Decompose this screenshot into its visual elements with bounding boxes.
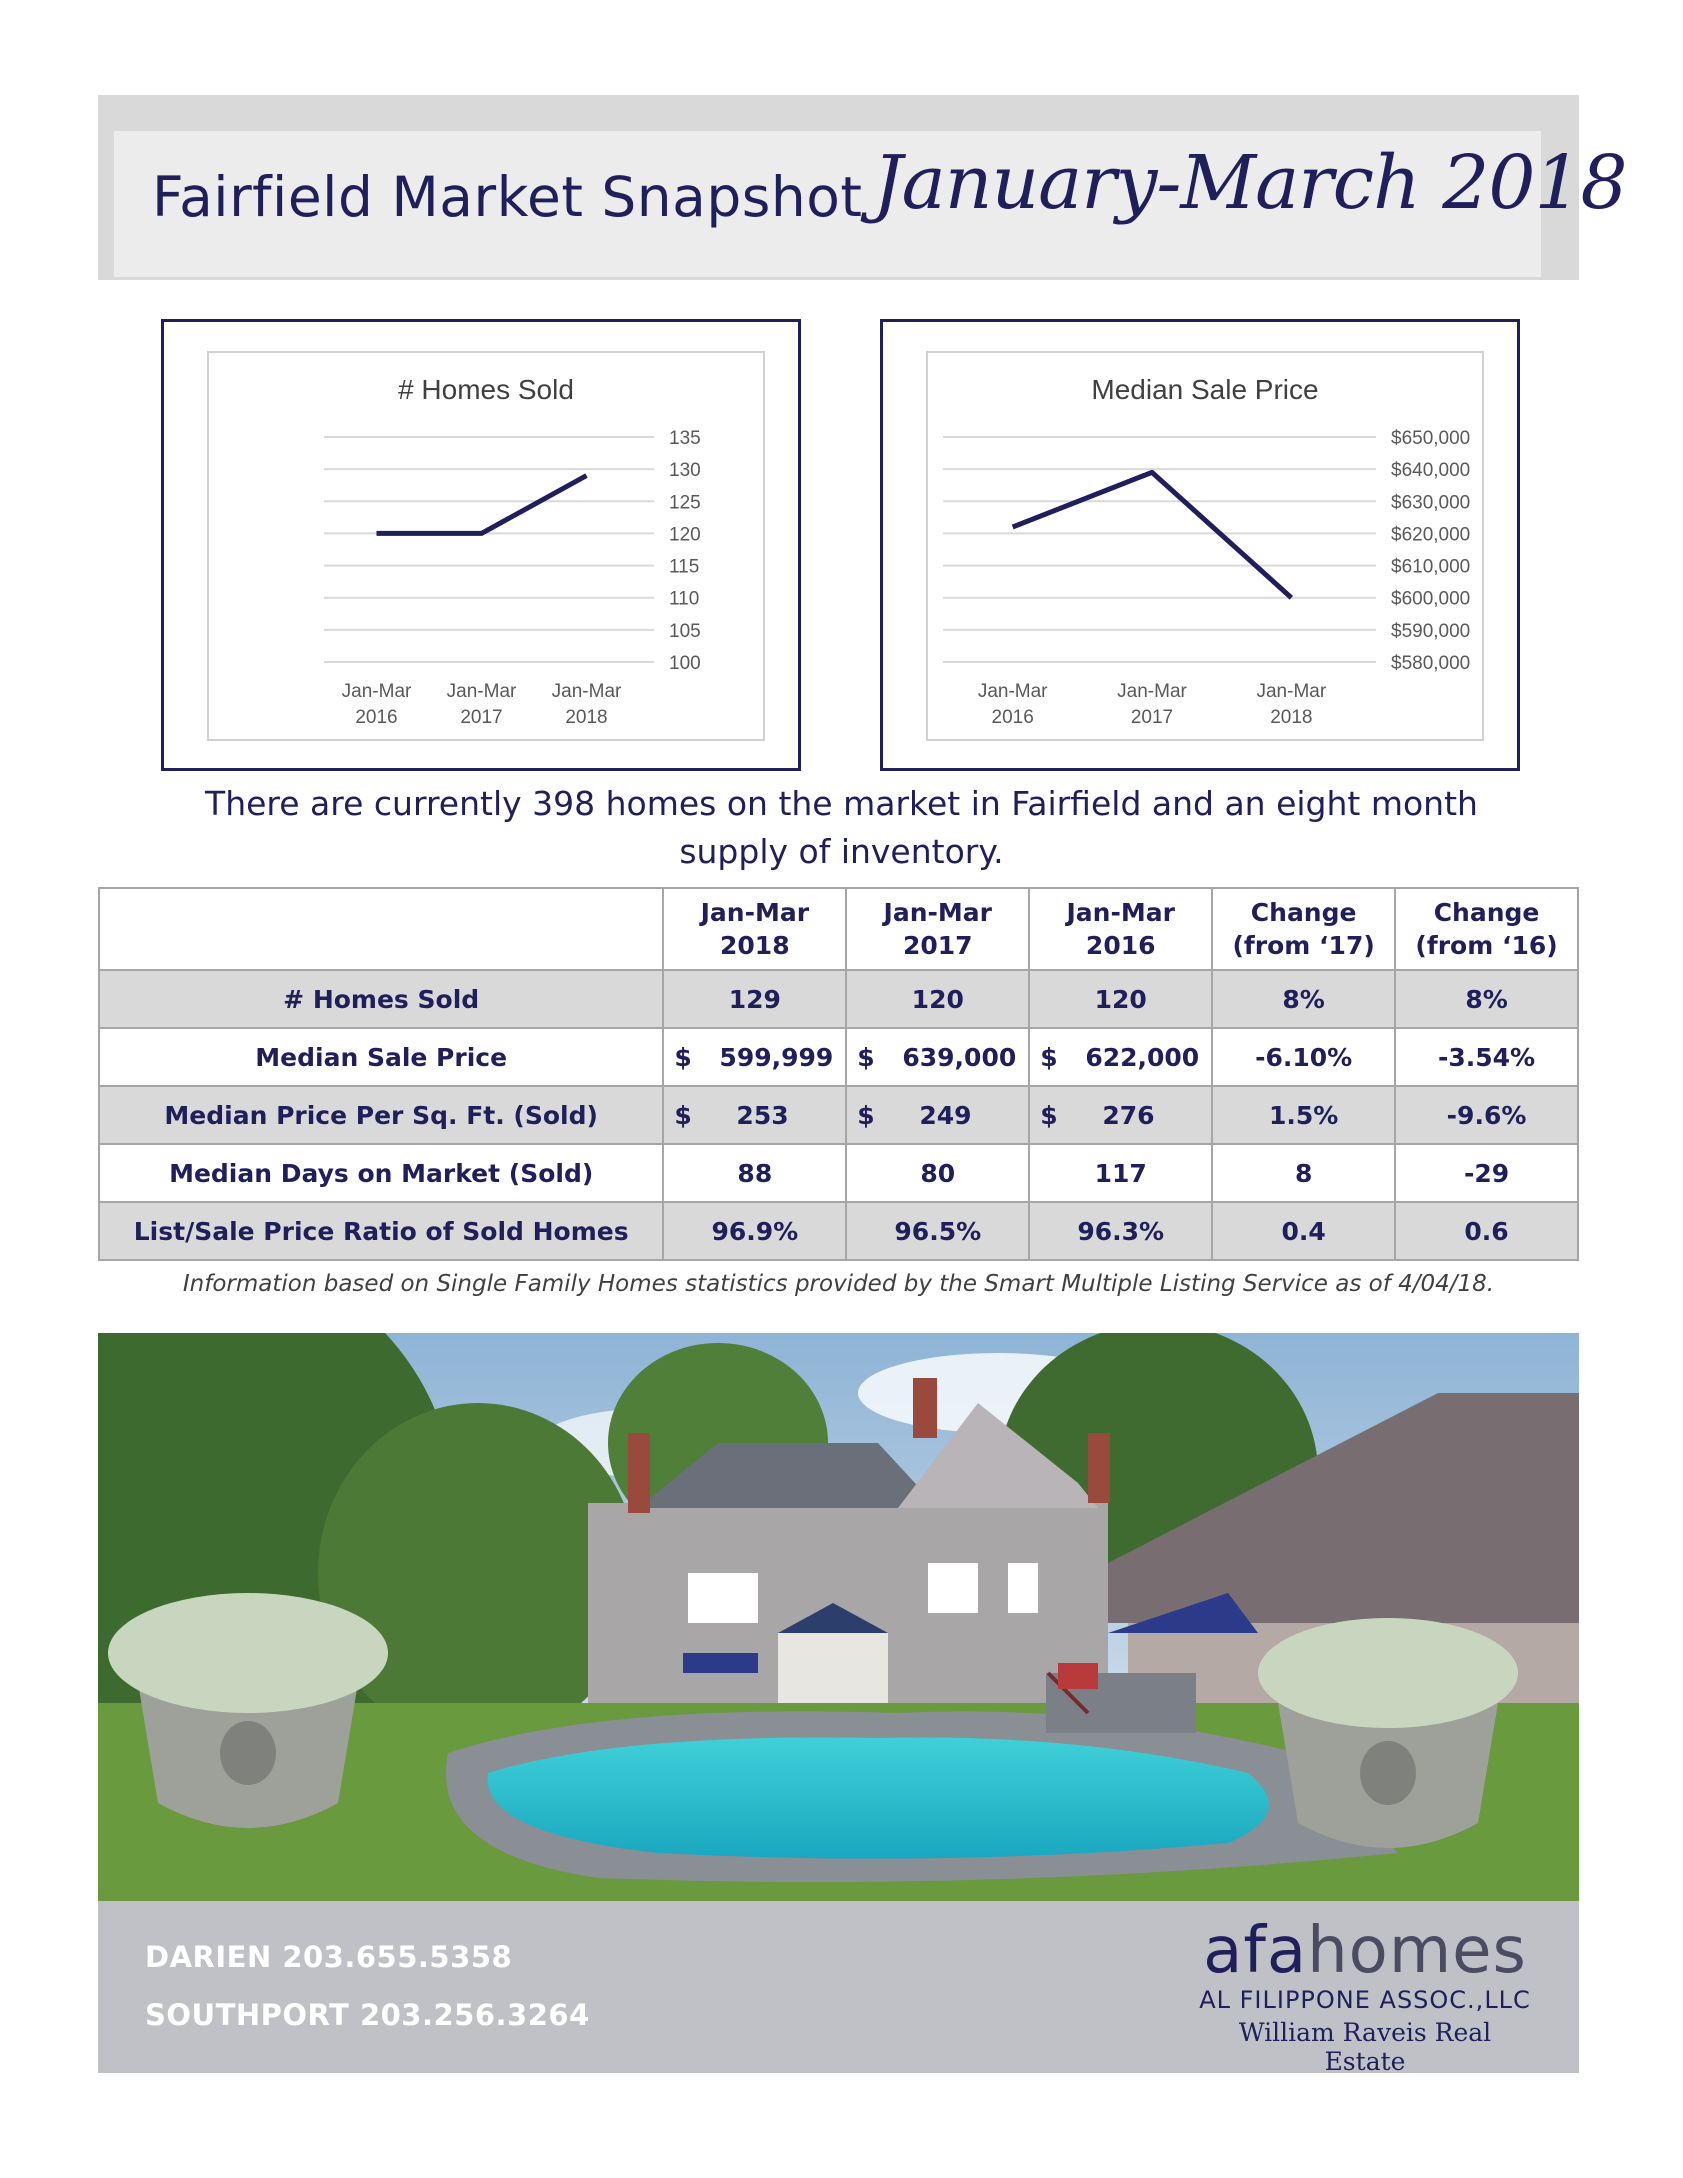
y-tick-label: 130: [669, 460, 701, 482]
x-tick-label: Jan-Mar: [1256, 681, 1327, 702]
y-tick-label: $620,000: [1391, 524, 1471, 546]
table-header-change-17: [1212, 888, 1395, 970]
table-cell: 80: [846, 1144, 1029, 1202]
table-cell: -6.10%: [1212, 1028, 1395, 1086]
urn-plant-right: [1258, 1618, 1518, 1728]
cell-value: 639,000: [902, 1042, 1017, 1072]
table-cell: 1.5%: [1212, 1086, 1395, 1144]
x-tick-label: 2018: [1270, 707, 1313, 728]
southport-phone[interactable]: SOUTHPORT 203.256.3264: [145, 1998, 590, 2032]
table-cell: 120: [846, 970, 1029, 1028]
x-tick-label: Jan-Mar: [551, 681, 622, 702]
x-tick-label: Jan-Mar: [1117, 681, 1187, 702]
x-tick-label: 2017: [1130, 707, 1174, 728]
period-title: January-March 2018: [873, 140, 1627, 226]
urn-plant-left: [108, 1593, 388, 1713]
table-cell: [846, 1028, 1029, 1086]
header-text: Change: [1250, 898, 1357, 927]
header-text: Jan-Mar: [700, 898, 810, 927]
currency-symbol: $: [674, 1042, 692, 1072]
y-tick-label: 100: [669, 653, 701, 674]
lion-head-ornament: [1360, 1741, 1416, 1805]
table-cell: 8: [1212, 1144, 1395, 1202]
window: [928, 1563, 978, 1613]
x-tick-label: 2016: [355, 707, 398, 728]
cell-value: 276: [1102, 1100, 1155, 1130]
window: [688, 1573, 758, 1623]
table-cell: 8%: [1212, 970, 1395, 1028]
chart-title: Median Sale Price: [1091, 374, 1319, 405]
y-tick-label: $650,000: [1391, 428, 1471, 449]
homes-sold-chart-svg: [164, 322, 804, 774]
header-text: (from ‘16): [1415, 931, 1558, 960]
cell-value: 599,999: [719, 1042, 834, 1072]
median-price-chart-svg: [883, 322, 1523, 774]
homes-sold-chart: [161, 319, 801, 771]
y-tick-label: $630,000: [1391, 492, 1471, 514]
afa-homes-logo: [1195, 1914, 1535, 2076]
lion-head-ornament: [220, 1721, 276, 1785]
chimney: [1088, 1433, 1110, 1503]
x-tick-label: Jan-Mar: [341, 681, 412, 702]
currency-symbol: $: [1040, 1042, 1058, 1072]
header-text: Jan-Mar: [1066, 898, 1175, 927]
summary-line-1: There are currently 398 homes on the market in Fairfield and an eight month: [205, 784, 1478, 823]
table-cell: [1029, 1028, 1212, 1086]
table-row: [99, 1028, 1578, 1086]
header-text: Jan-Mar: [883, 898, 992, 927]
chimney: [913, 1378, 937, 1438]
header-text: 2016: [1085, 931, 1156, 960]
darien-phone[interactable]: DARIEN 203.655.5358: [145, 1940, 513, 1974]
header-text: Change: [1433, 898, 1540, 927]
y-tick-label: $610,000: [1391, 556, 1471, 578]
cell-value: 249: [919, 1100, 972, 1130]
table-header-2017: [846, 888, 1029, 970]
y-tick-label: $580,000: [1391, 653, 1471, 674]
table-cell: -29: [1395, 1144, 1578, 1202]
y-tick-label: 135: [669, 428, 701, 449]
y-tick-label: $600,000: [1391, 588, 1471, 610]
y-tick-label: $640,000: [1391, 460, 1471, 482]
table-cell: [663, 1086, 846, 1144]
table-header-row: [99, 888, 1578, 970]
y-tick-label: 115: [669, 556, 700, 578]
header-text: 2017: [902, 931, 973, 960]
chart-title: # Homes Sold: [398, 374, 574, 405]
table-row: [99, 970, 1578, 1028]
y-tick-label: $590,000: [1391, 620, 1471, 642]
logo-homes: homes: [1307, 1914, 1527, 1988]
window: [1008, 1563, 1038, 1613]
market-stats-table: [98, 887, 1579, 1261]
row-label: Median Days on Market (Sold): [99, 1144, 663, 1202]
cell-value: 253: [736, 1100, 789, 1130]
summary-line-2: supply of inventory.: [679, 832, 1004, 871]
row-label: # Homes Sold: [99, 970, 663, 1028]
table-cell: 120: [1029, 970, 1212, 1028]
x-tick-label: Jan-Mar: [977, 681, 1048, 702]
flag: [1058, 1663, 1098, 1689]
table-cell: [663, 1028, 846, 1086]
currency-symbol: $: [1040, 1100, 1058, 1130]
logo-affiliation: William Raveis Real Estate: [1238, 2018, 1492, 2076]
logo-company: AL FILIPPONE ASSOC.,LLC: [1199, 1986, 1531, 2014]
y-tick-label: 110: [669, 588, 700, 610]
house-pool-illustration: [98, 1333, 1579, 1901]
y-tick-label: 105: [669, 620, 701, 642]
x-tick-label: 2018: [565, 707, 608, 728]
currency-symbol: $: [674, 1100, 692, 1130]
logo-wordmark: [1195, 1914, 1535, 1988]
y-tick-label: 120: [669, 524, 701, 546]
table-cell: -9.6%: [1395, 1086, 1578, 1144]
table-row: [99, 1144, 1578, 1202]
property-photo: [98, 1333, 1579, 1901]
table-cell: [1029, 1086, 1212, 1144]
chimney: [628, 1433, 650, 1513]
table-cell: 96.5%: [846, 1202, 1029, 1260]
table-row: [99, 1202, 1578, 1260]
x-tick-label: 2016: [991, 707, 1034, 728]
table-cell: 0.4: [1212, 1202, 1395, 1260]
inventory-summary: [160, 780, 1523, 876]
data-source-footnote: Information based on Single Family Homes statistics provided by the Smart Multiple Listing Service as of 4/04/18.: [182, 1271, 1495, 1297]
table-cell: -3.54%: [1395, 1028, 1578, 1086]
logo-afa: afa: [1203, 1914, 1308, 1988]
header-text: 2018: [720, 931, 790, 960]
currency-symbol: $: [857, 1042, 875, 1072]
table-cell: 8%: [1395, 970, 1578, 1028]
table-cell: 96.3%: [1029, 1202, 1212, 1260]
row-label: Median Sale Price: [99, 1028, 663, 1086]
row-label: Median Price Per Sq. Ft. (Sold): [99, 1086, 663, 1144]
table-header-change-16: [1395, 888, 1578, 970]
table-cell: 0.6: [1395, 1202, 1578, 1260]
table-cell: [846, 1086, 1029, 1144]
awning: [683, 1653, 758, 1673]
x-tick-label: 2017: [460, 707, 503, 728]
row-label: List/Sale Price Ratio of Sold Homes: [99, 1202, 663, 1260]
header-text: (from ‘17): [1232, 931, 1375, 960]
y-tick-label: 125: [669, 492, 701, 514]
table-cell: 117: [1029, 1144, 1212, 1202]
cell-value: 622,000: [1085, 1042, 1200, 1072]
table-header-2016: [1029, 888, 1212, 970]
median-price-chart: [880, 319, 1520, 771]
table-header-blank: [99, 888, 663, 970]
currency-symbol: $: [857, 1100, 875, 1130]
page-title: Fairfield Market Snapshot: [152, 165, 863, 229]
x-tick-label: Jan-Mar: [446, 681, 517, 702]
table-cell: 129: [663, 970, 846, 1028]
table-cell: 96.9%: [663, 1202, 846, 1260]
pool: [487, 1737, 1268, 1858]
table-cell: 88: [663, 1144, 846, 1202]
table-row: [99, 1086, 1578, 1144]
table-header-2018: [663, 888, 846, 970]
